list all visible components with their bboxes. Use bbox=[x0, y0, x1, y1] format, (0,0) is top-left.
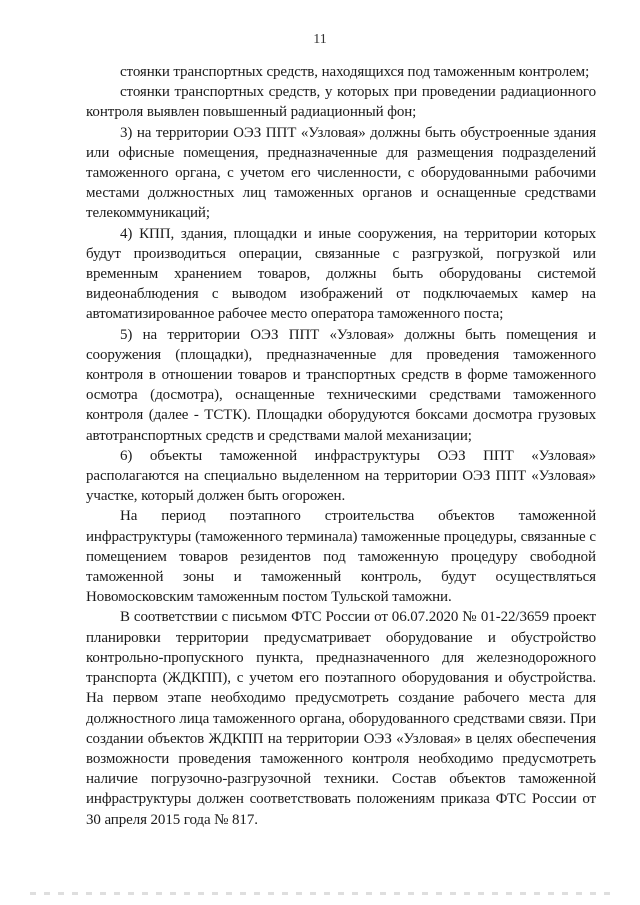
paragraph-item-5: 5) на территории ОЭЗ ППТ «Узловая» должны быть помещения и сооружения (площадки), предназначенные для проведения таможенного контроля в отношении товаров и транспортных средств в форме таможенного осмотра (досмотра), оснащенные техническими средствами таможенного контроля (далее - ТСТК). Площадки оборудуются боксами досмотра грузовых автотранспортных средств и средствами малой механизации; bbox=[86, 326, 596, 444]
paragraph-item-3: 3) на территории ОЭЗ ППТ «Узловая» должны быть обустроенные здания или офисные помещения, предназначенные для размещения подразделений таможенного органа, с учетом его численности, с оборудованными рабочими местами должностных лиц таможенных органов и оснащенные средствами телекоммуникаций; bbox=[86, 124, 596, 222]
page-number: 11 bbox=[313, 32, 327, 47]
paragraph-construction-period: На период поэтапного строительства объектов таможенной инфраструктуры (таможенного терминала) таможенные процедуры, связанные с помещением товаров резидентов под таможенную процедуру свободной таможенной зоны и таможенный контроль, будут осуществляться Новомосковским таможенным постом Тульской таможни. bbox=[86, 508, 596, 606]
paragraph-fts-letter: В соответствии с письмом ФТС России от 06.07.2020 № 01-22/3659 проект планировки территории предусматривает оборудование и обустройство контрольно-пропускного пункта, предназначенного для железнодорожного транспорта (ЖДКПП), с учетом его поэтапного оборудования и обустройства. На первом этапе необходимо предусмотреть создание рабочего места для должностного лица таможенного органа, оборудованного средствами связи. При создании объектов ЖДКПП на территории ОЭЗ «Узловая» в целях обеспечения возможности проведения таможенного контроля необходимо предусмотреть наличие погрузочно-разгрузочной техники. Состав объектов таможенной инфраструктуры должен соответствовать положениям приказа ФТС России от 30 апреля 2015 года № 817. bbox=[86, 609, 596, 828]
scan-edge-artifact bbox=[30, 892, 610, 895]
paragraph-parking-radiation: стоянки транспортных средств, у которых при проведении радиационного контроля выявлен повышенный радиационный фон; bbox=[86, 84, 596, 121]
paragraph-item-4: 4) КПП, здания, площадки и иные сооружения, на территории которых будут производиться операции, связанные с разгрузкой, погрузкой или временным хранением товаров, должны быть оборудованы системой видеонаблюдения с выводом изображений от подключаемых камер на автоматизированное рабочее место оператора таможенного поста; bbox=[86, 225, 596, 323]
paragraph-parking-controlled: стоянки транспортных средств, находящихся под таможенным контролем; bbox=[120, 64, 590, 80]
document-body bbox=[86, 62, 596, 830]
paragraph-item-6: 6) объекты таможенной инфраструктуры ОЭЗ ППТ «Узловая» располагаются на специально выделенном на территории ОЭЗ ППТ «Узловая» участке, который должен быть огорожен. bbox=[86, 447, 596, 505]
